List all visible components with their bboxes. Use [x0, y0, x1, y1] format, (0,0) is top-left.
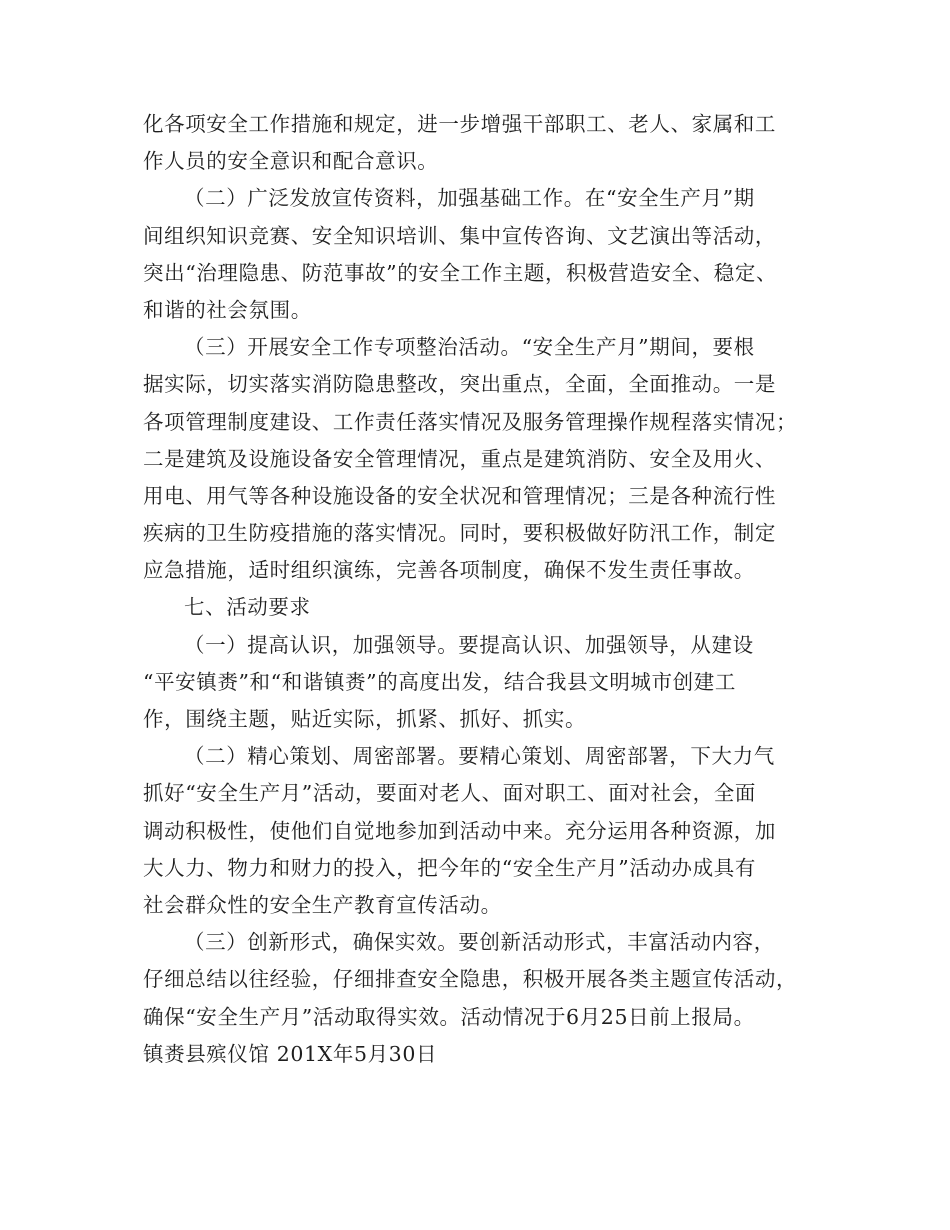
text-line: 疾病的卫生防疫措施的落实情况。同时，要积极做好防汛工作，制定 [143, 521, 776, 546]
text-line: 抓好“安全生产月”活动，要面对老人、面对职工、面对社会，全面 [143, 781, 756, 806]
text-line: 仔细总结以往经验，仔细排查安全隐患，积极开展各类主题宣传活动， [143, 967, 798, 992]
text-line: 确保“安全生产月”活动取得实效。活动情况于6月25日前上报局。 [143, 1004, 755, 1029]
document-body [143, 106, 823, 1073]
text-line: 各项管理制度建设、工作责任落实情况及服务管理操作规程落实情况； [143, 409, 798, 434]
text-line: 突出“治理隐患、防范事故”的安全工作主题，积极营造安全、稳定、 [143, 260, 778, 285]
text-line: 据实际，切实落实消防隐患整改，突出重点，全面，全面推动。一是 [143, 372, 776, 397]
text-line: 大人力、物力和财力的投入，把今年的“安全生产月”活动办成具有 [143, 855, 756, 880]
text-line: 作人员的安全意识和配合意识。 [143, 149, 439, 174]
text-line: 应急措施，适时组织演练，完善各项制度，确保不发生责任事故。 [143, 558, 755, 583]
text-line: 二是建筑及设施设备安全管理情况，重点是建筑消防、安全及用火、 [143, 446, 776, 471]
text-line: “平安镇赉”和“和谐镇赉”的高度出发，结合我县文明城市创建工 [143, 669, 736, 694]
text-line: 用电、用气等各种设施设备的安全状况和管理情况；三是各种流行性 [143, 483, 776, 508]
text-line: 化各项安全工作措施和规定，进一步增强干部职工、老人、家属和工 [143, 112, 776, 136]
text-line: 和谐的社会氛围。 [143, 297, 312, 322]
text-line: 作，围绕主题，贴近实际，抓紧、抓好、抓实。 [143, 707, 587, 731]
paragraph-start-line: （一）提高认识，加强领导。要提高认识、加强领导，从建设 [184, 632, 754, 657]
paragraph-start-line: （二）广泛发放宣传资料，加强基础工作。在“安全生产月”期 [184, 186, 755, 211]
text-line: 社会群众性的安全生产教育宣传活动。 [143, 892, 502, 917]
paragraph-start-line: （三）创新形式，确保实效。要创新活动形式，丰富活动内容， [184, 930, 775, 955]
section-heading: 七、活动要求 [184, 595, 311, 620]
signature-line: 镇赉县殡仪馆 201X年5月30日 [143, 1041, 438, 1066]
text-line: 调动积极性，使他们自觉地参加到活动中来。充分运用各种资源，加 [143, 818, 776, 843]
paragraph-start-line: （三）开展安全工作专项整治活动。“安全生产月”期间，要根 [184, 335, 755, 360]
paragraph-start-line: （二）精心策划、周密部署。要精心策划、周密部署，下大力气 [184, 744, 775, 769]
text-line: 间组织知识竞赛、安全知识培训、集中宣传咨询、文艺演出等活动， [143, 223, 776, 248]
